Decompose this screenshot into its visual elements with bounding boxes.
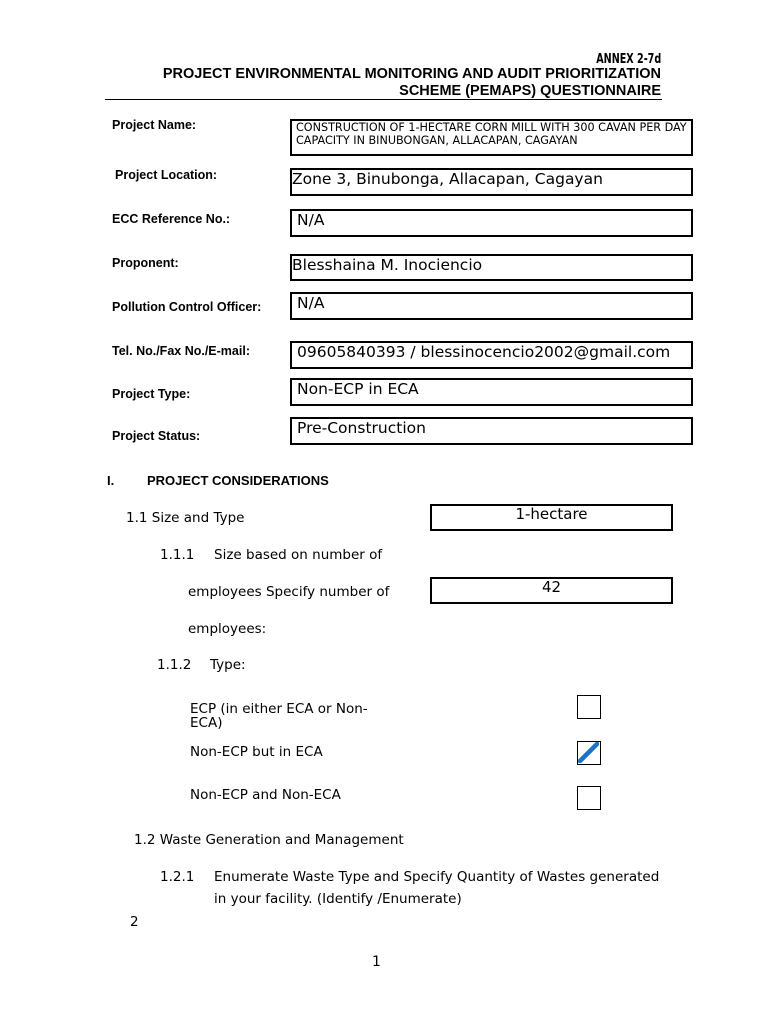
- type-option-nonecp-eca-checkbox[interactable]: [577, 741, 601, 765]
- document-title: [61, 66, 661, 99]
- project-name-label: Project Name:: [112, 118, 197, 132]
- type-option-nonecp-noneca-label: Non-ECP and Non-ECA: [190, 787, 341, 803]
- subsection-1-2-1-number: 1.2.1: [160, 869, 195, 885]
- waste-question-line-1: Enumerate Waste Type and Specify Quantity of Wastes generated: [214, 869, 660, 885]
- type-option-nonecp-noneca-checkbox[interactable]: [577, 786, 601, 810]
- section-title: PROJECT CONSIDERATIONS: [147, 473, 329, 488]
- checkmark-icon: [578, 742, 599, 763]
- project-location-label: Project Location:: [115, 168, 218, 182]
- type-option-nonecp-eca-label: Non-ECP but in ECA: [190, 744, 323, 760]
- type-option-ecp-label: ECP (in either ECA or Non-ECA): [190, 701, 368, 731]
- page-number: 1: [372, 954, 381, 970]
- waste-generation-label: 1.2 Waste Generation and Management: [134, 832, 404, 848]
- contact-value[interactable]: 09605840393 / blessinocencio2002@gmail.com: [290, 341, 693, 369]
- employees-text-line-1: Size based on number of: [214, 547, 383, 563]
- project-type-label: Project Type:: [112, 387, 191, 401]
- proponent-label: Proponent:: [112, 256, 179, 270]
- pollution-control-officer-label: Pollution Control Officer:: [112, 300, 262, 314]
- annex-label: ANNEX 2-7d: [596, 52, 661, 67]
- subsection-1-1-2-number: 1.1.2: [157, 657, 192, 673]
- size-and-type-label: 1.1 Size and Type: [126, 510, 245, 526]
- header-rule: [105, 99, 662, 100]
- employees-text-line-3: employees:: [188, 621, 267, 637]
- title-line-2: SCHEME (PEMAPS) QUESTIONNAIRE: [399, 82, 661, 99]
- waste-question-line-2: in your facility. (Identify /Enumerate): [214, 891, 462, 907]
- stray-number: 2: [130, 914, 139, 930]
- project-type-value[interactable]: Non-ECP in ECA: [290, 378, 693, 406]
- type-label: Type:: [210, 657, 246, 673]
- proponent-value[interactable]: Blesshaina M. Inociencio: [290, 254, 693, 281]
- size-and-type-value[interactable]: 1-hectare: [430, 504, 673, 531]
- title-line-1: PROJECT ENVIRONMENTAL MONITORING AND AUDIT PRIORITIZATION: [162, 66, 661, 82]
- type-option-ecp-checkbox[interactable]: [577, 695, 601, 719]
- contact-label: Tel. No./Fax No./E-mail:: [112, 344, 250, 358]
- section-number: I.: [107, 473, 115, 488]
- subsection-1-1-1-number: 1.1.1: [160, 547, 195, 563]
- project-location-value[interactable]: Zone 3, Binubonga, Allacapan, Cagayan: [290, 168, 693, 196]
- pollution-control-officer-value[interactable]: N/A: [290, 292, 693, 320]
- project-status-value[interactable]: Pre-Construction: [290, 417, 693, 445]
- employee-count-value[interactable]: 42: [430, 577, 673, 604]
- project-name-value[interactable]: CONSTRUCTION OF 1-HECTARE CORN MILL WITH 300 CAVAN PER DAY CAPACITY IN BINUBONGAN, ALLACAPAN, CAGAYAN: [290, 119, 693, 156]
- project-status-label: Project Status:: [112, 429, 201, 443]
- ecc-reference-value[interactable]: N/A: [290, 209, 693, 237]
- employees-text-line-2: employees Specify number of: [188, 584, 390, 600]
- ecc-reference-label: ECC Reference No.:: [112, 212, 231, 226]
